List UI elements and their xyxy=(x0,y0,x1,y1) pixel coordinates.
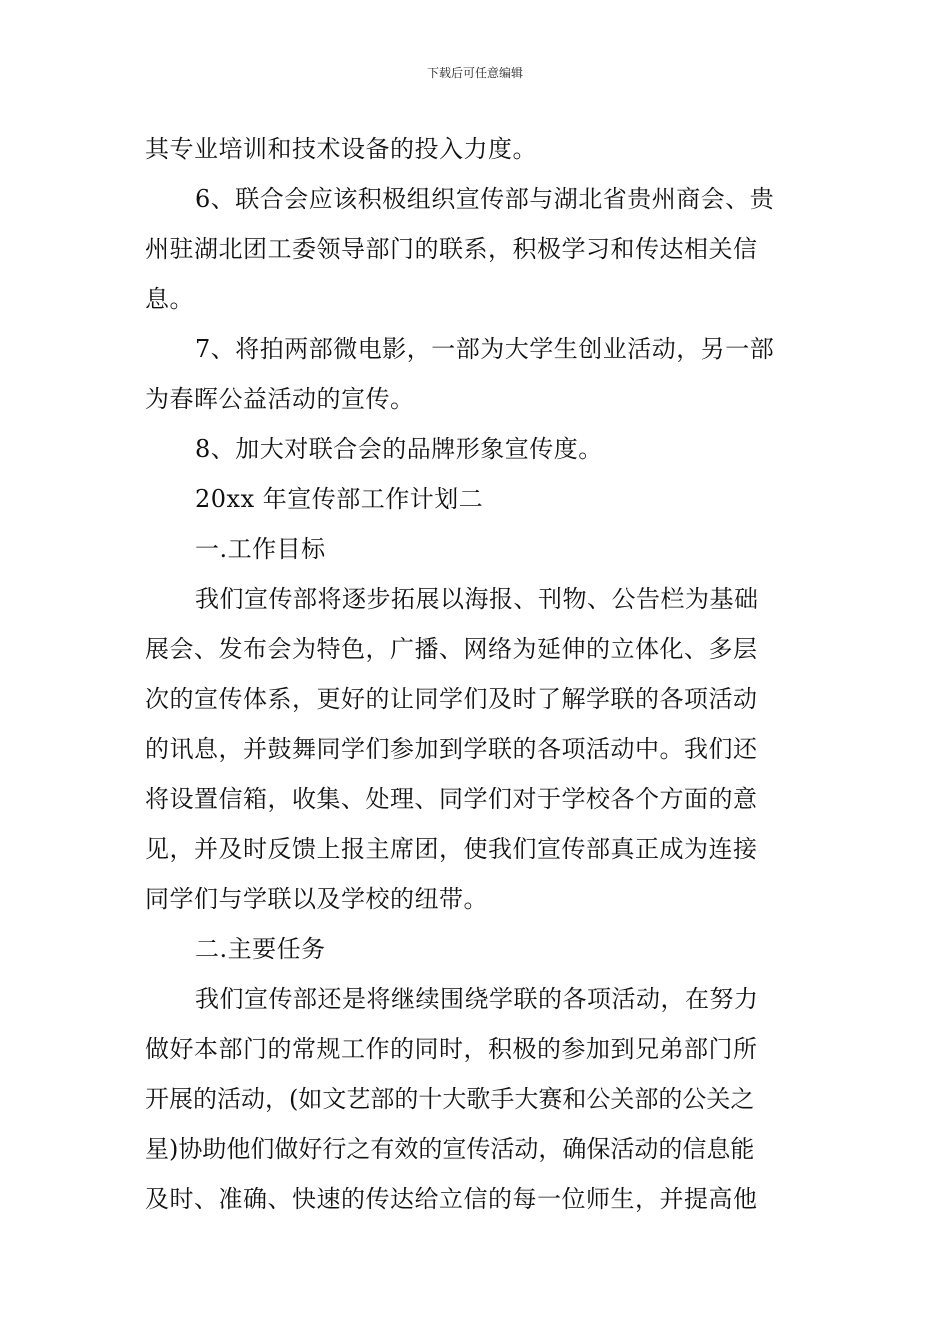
text-line: 我们宣传部还是将继续围绕学联的各项活动，在努力 xyxy=(195,985,759,1013)
text-line: 7、将拍两部微电影，一部为大学生创业活动，另一部 xyxy=(195,335,775,363)
section-heading: 一.工作目标 xyxy=(195,535,326,563)
text-line: 州驻湖北团工委领导部门的联系，积极学习和传达相关信 xyxy=(145,235,758,263)
text-line: 我们宣传部将逐步拓展以海报、刊物、公告栏为基础 xyxy=(195,585,759,613)
text-line: 息。 xyxy=(145,285,194,313)
text-line: 将设置信箱，收集、处理、同学们对于学校各个方面的意 xyxy=(145,785,758,813)
text-line: 8、加大对联合会的品牌形象宣传度。 xyxy=(195,435,603,463)
section-title: 20xx 年宣传部工作计划二 xyxy=(195,485,484,513)
section-heading: 二.主要任务 xyxy=(195,935,326,963)
text-line: 为春晖公益活动的宣传。 xyxy=(145,385,415,413)
text-line: 见，并及时反馈上报主席团，使我们宣传部真正成为连接 xyxy=(145,835,758,863)
text-line: 开展的活动，(如文艺部的十大歌手大赛和公关部的公关之 xyxy=(145,1085,755,1113)
text-line: 其专业培训和技术设备的投入力度。 xyxy=(145,135,537,163)
text-line: 及时、准确、快速的传达给立信的每一位师生，并提高他 xyxy=(145,1185,758,1213)
document-body xyxy=(145,124,810,1224)
text-line: 做好本部门的常规工作的同时，积极的参加到兄弟部门所 xyxy=(145,1035,758,1063)
text-line: 星)协助他们做好行之有效的宣传活动，确保活动的信息能 xyxy=(145,1135,755,1163)
text-line: 的讯息，并鼓舞同学们参加到学联的各项活动中。我们还 xyxy=(145,735,758,763)
text-line: 6、联合会应该积极组织宣传部与湖北省贵州商会、贵 xyxy=(195,185,775,213)
page-header: 下载后可任意编辑 xyxy=(426,66,523,80)
text-line: 展会、发布会为特色，广播、网络为延伸的立体化、多层 xyxy=(145,635,758,663)
text-line: 次的宣传体系，更好的让同学们及时了解学联的各项活动 xyxy=(145,685,758,713)
text-line: 同学们与学联以及学校的纽带。 xyxy=(145,885,488,913)
